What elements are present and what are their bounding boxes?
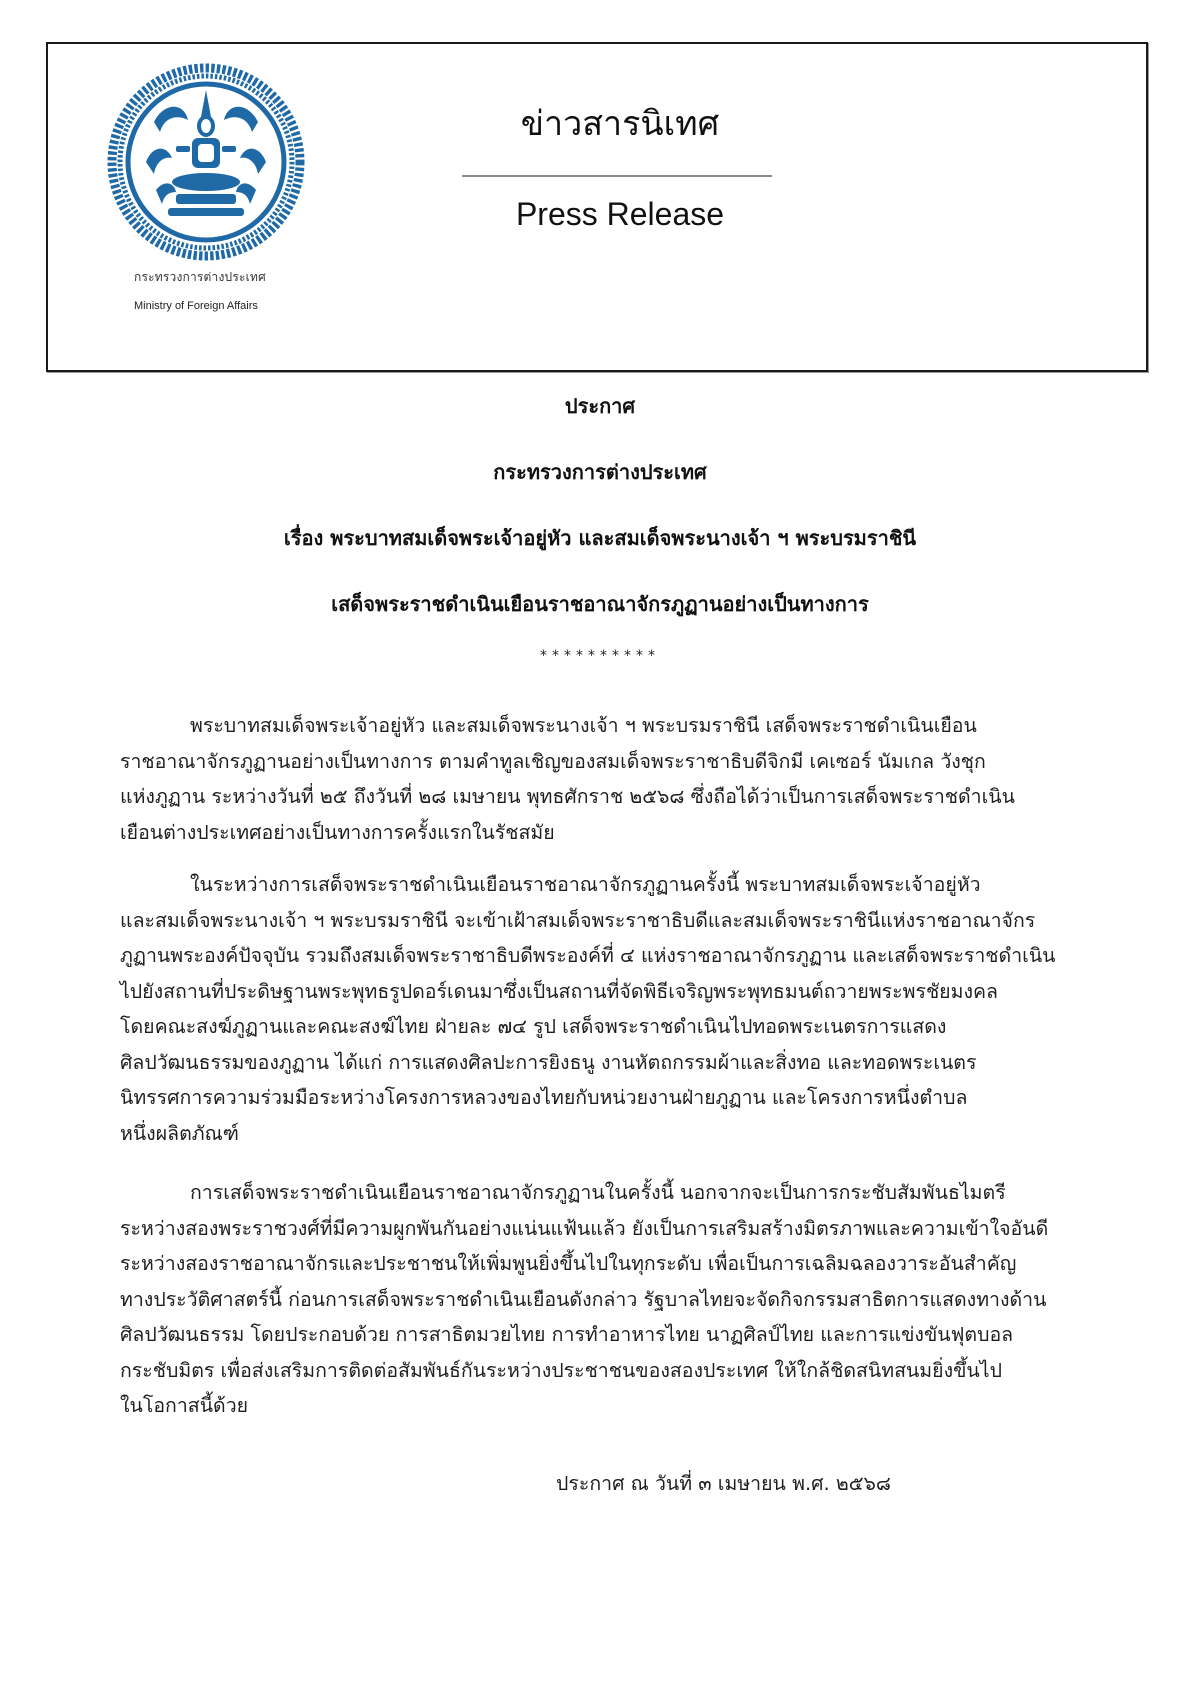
paragraph-line: ราชอาณาจักรภูฏานอย่างเป็นทางการ ตามคำทูลเชิญของสมเด็จพระราชาธิบดีจิกมี เคเซอร์ นัมเกล วังชุก bbox=[120, 749, 986, 773]
paragraph-line: หนึ่งผลิตภัณฑ์ bbox=[120, 1121, 239, 1145]
ministry-name-english: Ministry of Foreign Affairs bbox=[134, 300, 258, 312]
paragraph-line: การเสด็จพระราชดำเนินเยือนราชอาณาจักรภูฏานในครั้งนี้ นอกจากจะเป็นการกระชับสัมพันธไมตรี bbox=[190, 1181, 1006, 1204]
paragraph-line: เยือนต่างประเทศอย่างเป็นทางการครั้งแรกในรัชสมัย bbox=[120, 820, 555, 844]
title-english: Press Release bbox=[515, 196, 725, 232]
announcement-label: ประกาศ bbox=[564, 394, 636, 418]
paragraph-line: แห่งภูฏาน ระหว่างวันที่ ๒๕ ถึงวันที่ ๒๘ เมษายน พุทธศักราช ๒๕๖๘ ซึ่งถือได้ว่าเป็นการเสด็จพระราชดำเนิน bbox=[120, 785, 1015, 808]
paragraph-3 bbox=[120, 1175, 1090, 1424]
paragraph-line: ศิลปวัฒนธรรมของภูฏาน ได้แก่ การแสดงศิลปะการยิงธนู งานหัตถกรรมผ้าและสิ่งทอ และทอดพระเนตร bbox=[120, 1050, 977, 1074]
ministry-seal-icon bbox=[106, 62, 306, 262]
paragraph-line: และสมเด็จพระนางเจ้า ฯ พระบรมราชินี จะเข้าเฝ้าสมเด็จพระราชาธิบดีและสมเด็จพระราชินีแห่งราชอาณาจักร bbox=[120, 908, 1036, 932]
paragraph-line: ศิลปวัฒนธรรม โดยประกอบด้วย การสาธิตมวยไทย การทำอาหารไทย นาฏศิลป์ไทย และการแข่งขันฟุตบอล bbox=[120, 1323, 1014, 1346]
paragraph-line: ทางประวัติศาสตร์นี้ ก่อนการเสด็จพระราชดำเนินเยือนดังกล่าว รัฐบาลไทยจะจัดกิจกรรมสาธิตการแสดงทางด้าน bbox=[120, 1287, 1047, 1311]
paragraph-1 bbox=[120, 708, 1090, 850]
paragraph-line: ในโอกาสนี้ด้วย bbox=[120, 1394, 249, 1417]
paragraph-line: กระชับมิตร เพื่อส่งเสริมการติดต่อสัมพันธ์กันระหว่างประชาชนของสองประเทศ ให้ใกล้ชิดสนิทสนมยิ่งขึ้นไป bbox=[120, 1358, 1002, 1382]
paragraph-line: ในระหว่างการเสด็จพระราชดำเนินเยือนราชอาณาจักรภูฏานครั้งนี้ พระบาทสมเด็จพระเจ้าอยู่หัว bbox=[190, 873, 981, 896]
signoff-date: ประกาศ ณ วันที่ ๓ เมษายน พ.ศ. ๒๕๖๘ bbox=[556, 1472, 891, 1495]
paragraph-line: นิทรรศการความร่วมมือระหว่างโครงการหลวงของไทยกับหน่วยงานฝ่ายภูฏาน และโครงการหนึ่งตำบล bbox=[120, 1086, 968, 1109]
title-thai: ข่าวสารนิเทศ bbox=[520, 104, 720, 144]
paragraph-line: ระหว่างสองพระราชวงศ์ที่มีความผูกพันกันอย่างแน่นแฟ้นแล้ว ยังเป็นการเสริมสร้างมิตรภาพและความเข้าใจอันดี bbox=[120, 1216, 1049, 1240]
announcement-issuer: กระทรวงการต่างประเทศ bbox=[493, 460, 707, 484]
ministry-name-thai: กระทรวงการต่างประเทศ bbox=[134, 270, 266, 284]
paragraph-line: โดยคณะสงฆ์ภูฏานและคณะสงฆ์ไทย ฝ่ายละ ๗๔ รูป เสด็จพระราชดำเนินไปทอดพระเนตรการแสดง bbox=[120, 1015, 947, 1038]
separator-stars: ********** bbox=[540, 648, 660, 664]
paragraph-line: ภูฏานพระองค์ปัจจุบัน รวมถึงสมเด็จพระราชาธิบดีพระองค์ที่ ๔ แห่งราชอาณาจักรภูฏาน และเสด็จพระราชดำเนิน bbox=[120, 944, 1056, 967]
paragraph-line: ไปยังสถานที่ประดิษฐานพระพุทธรูปดอร์เดนมาซึ่งเป็นสถานที่จัดพิธีเจริญพระพุทธมนต์ถวายพระพรชัยมงคล bbox=[120, 979, 998, 1003]
announcement-subject-line-1: เรื่อง พระบาทสมเด็จพระเจ้าอยู่หัว และสมเด็จพระนางเจ้า ฯ พระบรมราชินี bbox=[283, 526, 917, 550]
announcement-subject-line-2: เสด็จพระราชดำเนินเยือนราชอาณาจักรภูฏานอย่างเป็นทางการ bbox=[331, 592, 869, 616]
paragraph-line: ระหว่างสองราชอาณาจักรและประชาชนให้เพิ่มพูนยิ่งขึ้นไปในทุกระดับ เพื่อเป็นการเฉลิมฉลองวาระอันสำคัญ bbox=[120, 1252, 1017, 1275]
paragraph-line: พระบาทสมเด็จพระเจ้าอยู่หัว และสมเด็จพระนางเจ้า ฯ พระบรมราชินี เสด็จพระราชดำเนินเยือน bbox=[190, 714, 977, 737]
paragraph-2 bbox=[120, 867, 1090, 1151]
title-divider bbox=[462, 175, 772, 177]
